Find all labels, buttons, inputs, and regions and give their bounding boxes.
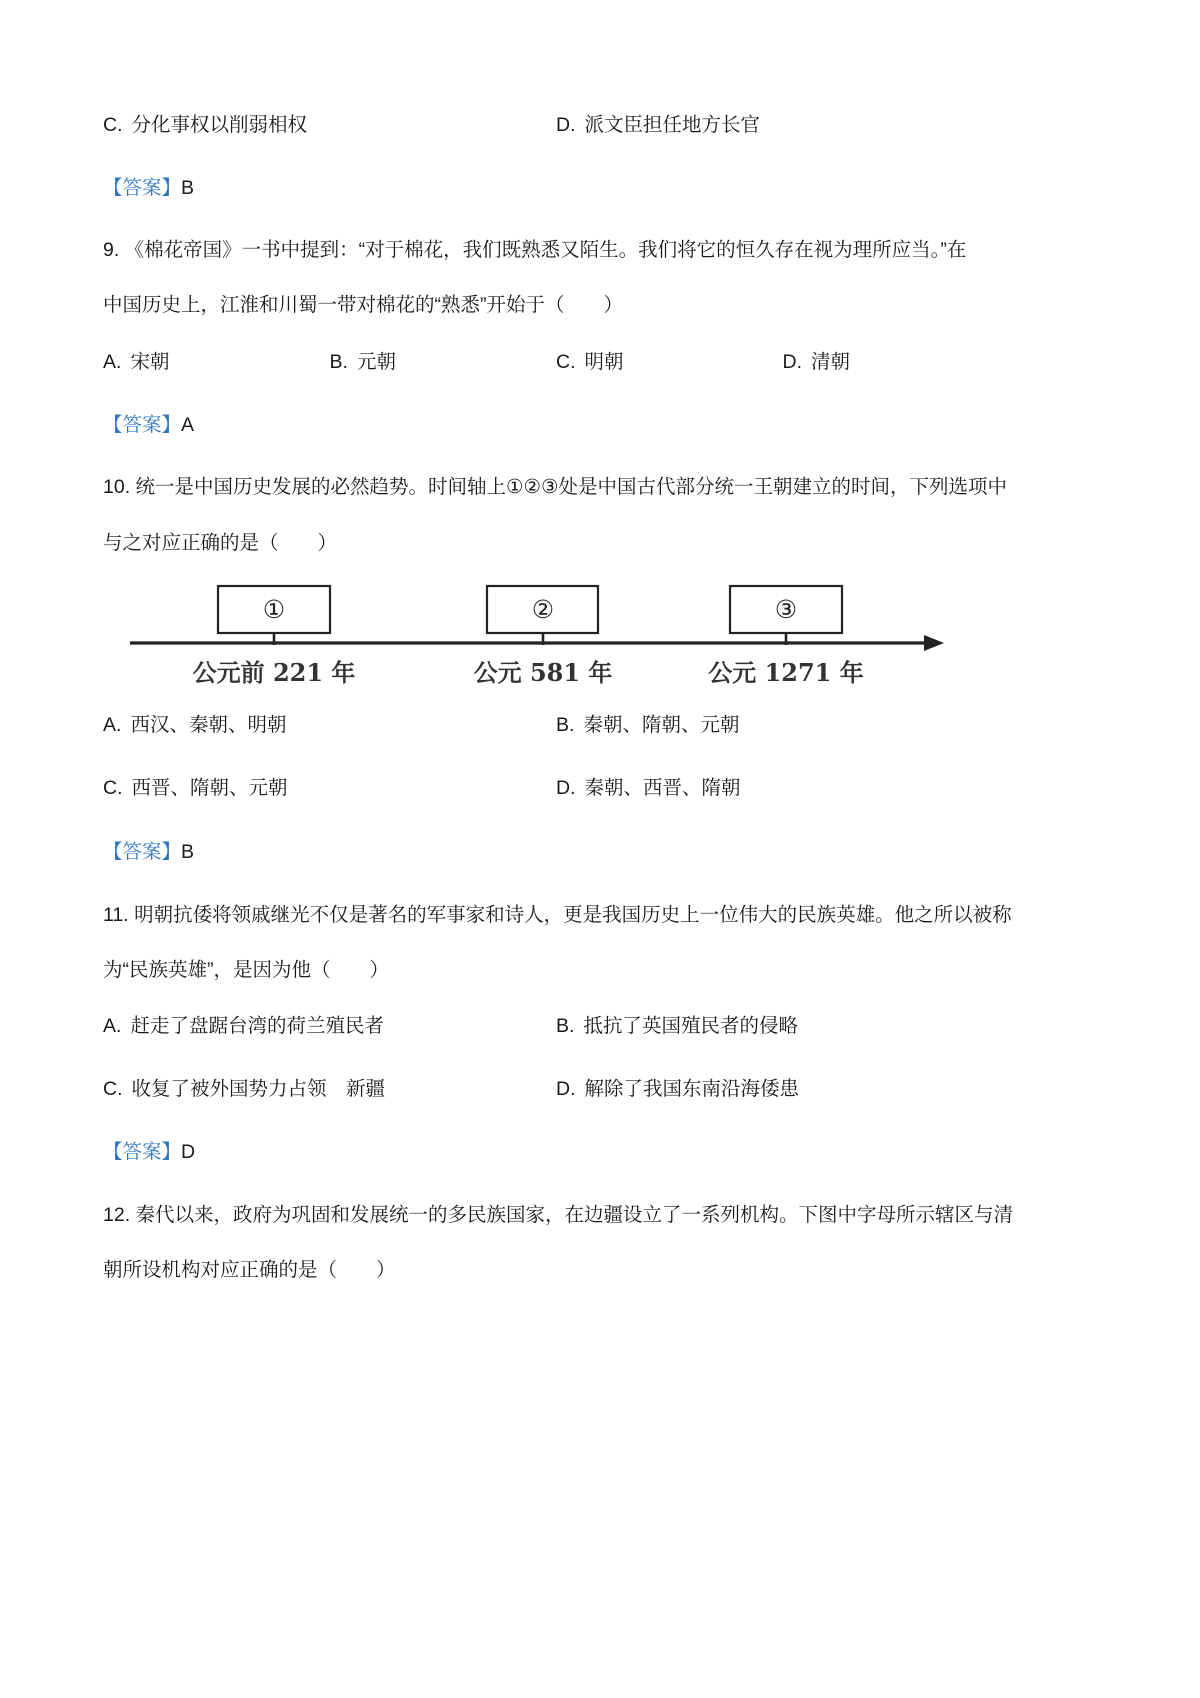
- option-text: 秦朝、隋朝、元朝: [583, 714, 740, 736]
- q10-options-row-2: [103, 768, 1023, 808]
- answer-label: 【答案】: [103, 177, 182, 199]
- q11-options-row-1: [103, 1006, 1023, 1046]
- q9-option-c: [556, 342, 783, 382]
- option-text: 派文臣担任地方长官: [584, 114, 761, 136]
- option-text: 元朝: [356, 351, 396, 373]
- q12-stem-line-1: 12. 秦代以来，政府为巩固和发展统一的多民族国家，在边疆设立了一系列机构。下图中字母所示辖区与清: [103, 1204, 1014, 1226]
- option-text: 宋朝: [130, 351, 170, 373]
- q9-option-b: [330, 342, 557, 382]
- q11-stem-line-1: 11. 明朝抗倭将领戚继光不仅是著名的军事家和诗人，更是我国历史上一位伟大的民族英雄。他之所以被称: [103, 904, 1012, 926]
- option-text: 西汉、秦朝、明朝: [130, 714, 287, 736]
- option-text: 抵抗了英国殖民者的侵略: [583, 1015, 798, 1037]
- timeline-marker-1: ①: [262, 595, 286, 624]
- q10-option-b: [556, 705, 1009, 745]
- q12-stem-line-2: 朝所设机构对应正确的是（ ）: [103, 1259, 396, 1281]
- q11-option-a: [103, 1006, 556, 1046]
- q10-option-c: [103, 768, 556, 808]
- option-letter: C.: [556, 351, 576, 373]
- option-letter: A.: [103, 714, 122, 736]
- option-letter: C.: [103, 777, 123, 799]
- timeline-marker-2: ②: [531, 595, 555, 624]
- q11-option-d: [556, 1069, 1009, 1109]
- timeline-svg: [120, 573, 960, 695]
- q10-option-a: [103, 705, 556, 745]
- q10-option-d: [556, 768, 1009, 808]
- timeline-marker-3: ③: [774, 595, 798, 624]
- option-letter: C.: [103, 1078, 123, 1100]
- option-text: 秦朝、西晋、隋朝: [584, 777, 741, 799]
- answer-value: D: [181, 1141, 196, 1163]
- timeline-date-1: 公元前 221 年: [192, 658, 356, 687]
- q11-option-b: [556, 1006, 1009, 1046]
- q11-stem-line-2: 为“民族英雄”，是因为他（ ）: [103, 959, 389, 981]
- option-letter: A.: [103, 1015, 122, 1037]
- option-text: 西晋、隋朝、元朝: [131, 777, 288, 799]
- q10-stem-line-2: 与之对应正确的是（ ）: [103, 532, 338, 554]
- timeline-date-2: 公元 581 年: [473, 658, 613, 687]
- q8-option-c: [103, 105, 556, 145]
- q10-stem-line-1: 10. 统一是中国历史发展的必然趋势。时间轴上①②③处是中国古代部分统一王朝建立的时间，下列选项中: [103, 476, 1007, 498]
- answer-value: B: [181, 177, 195, 199]
- q11-answer: [103, 1132, 1023, 1172]
- option-letter: C.: [103, 114, 123, 136]
- answer-value: B: [181, 841, 195, 863]
- option-letter: A.: [103, 351, 122, 373]
- q9-stem-line-1: 9. 《棉花帝国》一书中提到：“对于棉花，我们既熟悉又陌生。我们将它的恒久存在视为理所应当。”在: [103, 239, 967, 261]
- option-text: 收复了被外国势力占领 新疆: [131, 1078, 386, 1100]
- q11-option-c: [103, 1069, 556, 1109]
- q10-timeline-figure: [103, 573, 1023, 695]
- timeline-arrowhead-icon: [924, 635, 944, 651]
- option-letter: D.: [556, 1078, 576, 1100]
- option-text: 分化事权以削弱相权: [131, 114, 308, 136]
- q9-stem-line-2: 中国历史上，江淮和川蜀一带对棉花的“熟悉”开始于（ ）: [103, 294, 623, 316]
- option-letter: D.: [556, 114, 576, 136]
- option-letter: D.: [556, 777, 576, 799]
- option-text: 清朝: [811, 351, 851, 373]
- answer-value: A: [181, 414, 195, 436]
- option-text: 解除了我国东南沿海倭患: [584, 1078, 800, 1100]
- q11-options-row-2: [103, 1069, 1023, 1109]
- q9-options-row: [103, 342, 1023, 382]
- option-letter: B.: [556, 714, 575, 736]
- q9-option-a: [103, 342, 330, 382]
- option-text: 明朝: [584, 351, 624, 373]
- q9-option-d: [783, 342, 1010, 382]
- option-text: 赶走了盘踞台湾的荷兰殖民者: [130, 1015, 384, 1037]
- option-letter: B.: [329, 351, 348, 373]
- answer-label: 【答案】: [103, 841, 182, 863]
- option-letter: D.: [782, 351, 802, 373]
- q8-options-row: [103, 105, 1023, 145]
- q10-options-row-1: [103, 705, 1023, 745]
- q8-option-d: [556, 105, 1009, 145]
- exam-page: [103, 105, 1023, 1290]
- q8-answer: [103, 168, 1023, 208]
- option-letter: B.: [556, 1015, 575, 1037]
- q9-answer: [103, 405, 1023, 445]
- answer-label: 【答案】: [103, 414, 182, 436]
- answer-label: 【答案】: [103, 1141, 182, 1163]
- q10-answer: [103, 832, 1023, 872]
- timeline-date-3: 公元 1271 年: [708, 658, 864, 687]
